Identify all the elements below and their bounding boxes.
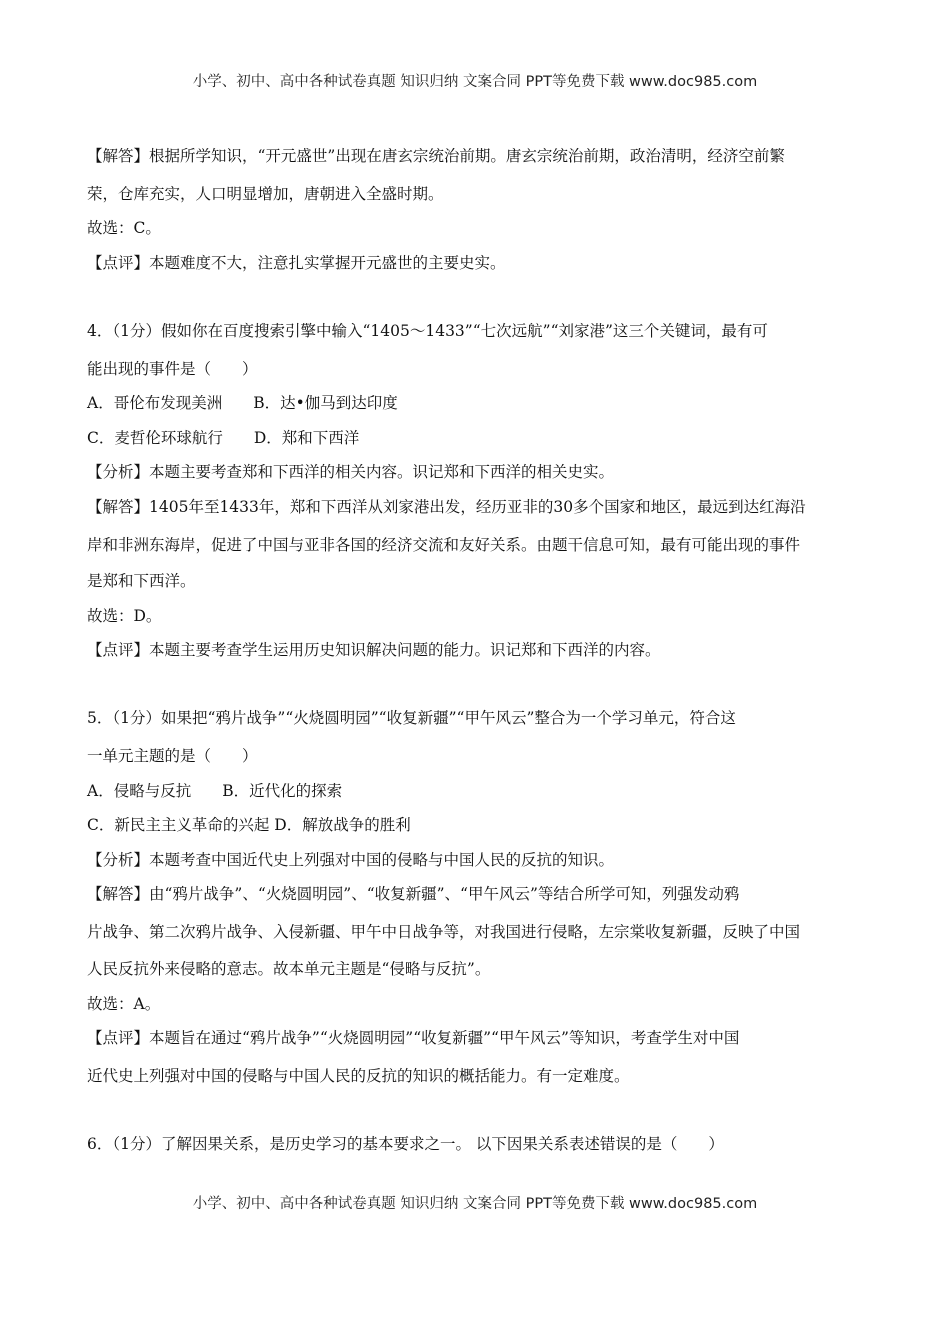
question-4-line2: 能出现的事件是（ ） bbox=[87, 360, 258, 378]
answer-q4-line1: 【解答】1405年至1433年，郑和下西洋从刘家港出发，经历亚非的30多个国家和地区，最远到达红海沿 bbox=[87, 498, 806, 516]
answer-q3-line1: 【解答】根据所学知识，“开元盛世”出现在唐玄宗统治前期。唐玄宗统治前期，政治清明，经济空前繁 bbox=[87, 147, 785, 165]
choice-q4: 故选：D。 bbox=[87, 607, 162, 625]
question-5-line2: 一单元主题的是（ ） bbox=[87, 747, 258, 765]
question-4-line1: 4．（1分）假如你在百度搜索引擎中输入“1405～1433”“七次远航”“刘家港”这三个关键词，最有可 bbox=[87, 322, 768, 340]
question-5-line1: 5．（1分）如果把“鸦片战争”“火烧圆明园”“收复新疆”“甲午风云”整合为一个学习单元，符合这 bbox=[87, 709, 736, 727]
options-q5-ab: A．侵略与反抗 B．近代化的探索 bbox=[87, 782, 343, 800]
page-header: 小学、初中、高中各种试卷真题 知识归纳 文案合同 PPT等免费下载 www.doc985.com bbox=[192, 74, 758, 90]
analysis-q5: 【分析】本题考查中国近代史上列强对中国的侵略与中国人民的反抗的知识。 bbox=[87, 851, 615, 869]
options-q4-cd: C．麦哲伦环球航行 D．郑和下西洋 bbox=[87, 429, 360, 447]
answer-q4-line2: 岸和非洲东海岸，促进了中国与亚非各国的经济交流和友好关系。由题干信息可知，最有可能出现的事件 bbox=[87, 536, 801, 554]
choice-q3: 故选：C。 bbox=[87, 219, 161, 237]
comment-q5-line2: 近代史上列强对中国的侵略与中国人民的反抗的知识的概括能力。有一定难度。 bbox=[87, 1067, 630, 1085]
comment-q4: 【点评】本题主要考查学生运用历史知识解决问题的能力。识记郑和下西洋的内容。 bbox=[87, 641, 661, 659]
answer-q5-line3: 人民反抗外来侵略的意志。故本单元主题是“侵略与反抗”。 bbox=[87, 960, 491, 978]
options-q4-ab: A．哥伦布发现美洲 B．达•伽马到达印度 bbox=[87, 394, 398, 412]
page-footer: 小学、初中、高中各种试卷真题 知识归纳 文案合同 PPT等免费下载 www.doc985.com bbox=[192, 1196, 758, 1212]
answer-q5-line2: 片战争、第二次鸦片战争、入侵新疆、甲午中日战争等，对我国进行侵略，左宗棠收复新疆，反映了中国 bbox=[87, 923, 801, 941]
comment-q5-line1: 【点评】本题旨在通过“鸦片战争”“火烧圆明园”“收复新疆”“甲午风云”等知识，考查学生对中国 bbox=[87, 1029, 740, 1047]
answer-q4-line3: 是郑和下西洋。 bbox=[87, 572, 196, 590]
answer-q5-line1: 【解答】由“鸦片战争”、“火烧圆明园”、“收复新疆”、“甲午风云”等结合所学可知，列强发动鸦 bbox=[87, 885, 740, 903]
question-6: 6．（1分）了解因果关系，是历史学习的基本要求之一。 以下因果关系表述错误的是（ ） bbox=[87, 1135, 724, 1153]
analysis-q4: 【分析】本题主要考查郑和下西洋的相关内容。识记郑和下西洋的相关史实。 bbox=[87, 463, 615, 481]
options-q5-cd: C．新民主主义革命的兴起 D．解放战争的胜利 bbox=[87, 816, 411, 834]
choice-q5: 故选：A。 bbox=[87, 995, 161, 1013]
answer-q3-line2: 荣，仓库充实，人口明显增加，唐朝进入全盛时期。 bbox=[87, 185, 444, 203]
comment-q3: 【点评】本题难度不大，注意扎实掌握开元盛世的主要史实。 bbox=[87, 254, 506, 272]
